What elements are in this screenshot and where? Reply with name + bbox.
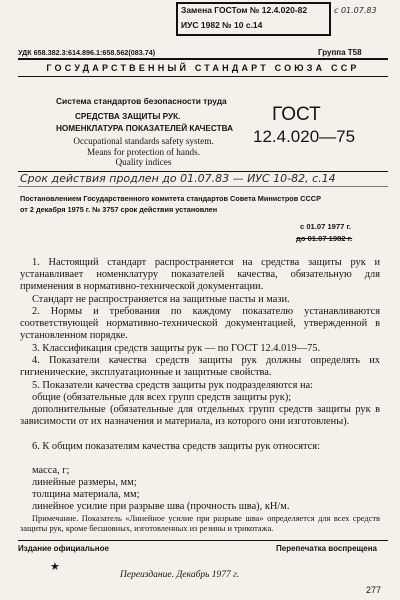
decree-line-1: Постановлением Государственного комитета стандартов Совета Министров СССР [20,194,321,203]
clause-6: 6. К общим показателям качества средств защиты рук относятся: [32,441,320,452]
clause-3: 3. Классификация средств защиты рук — по ГОСТ 12.4.019—75. [32,343,321,354]
clause-1: 1. Настоящий стандарт распространяется на средства защиты рук и устанавливает номенклатуру показателей качества, обязательную для применения в нормативно-технической документации. [20,257,380,292]
system-name: Система стандартов безопасности труда [56,96,227,106]
list-item: масса, г; [32,465,70,476]
top-rule [18,58,388,60]
banner-rule [18,76,388,77]
gost-number: 12.4.020—75 [253,127,356,146]
footer-rule [18,540,388,541]
reprint-prohibited: Перепечатка воспрещена [276,544,377,553]
list-item: линейные размеры, мм; [32,477,137,488]
title-en-line-1: Occupational standards safety system. [73,136,214,146]
list-item: толщина материала, мм; [32,489,140,500]
clause-5-general: общие (обязательные для всех групп средств защиты рук); [32,392,292,403]
list-item: линейное усилие при разрыве шва (прочность шва), кН/м. [32,501,290,512]
title-en-line-2: Means for protection of hands. [86,146,201,157]
state-standard-banner: ГОСУДАРСТВЕННЫЙ СТАНДАРТ СОЮЗА ССР [46,63,360,73]
clause-5: 5. Показатели качества средств защиты рук подразделяются на: [32,380,314,391]
valid-from: с 01.07 1977 г. [300,222,351,231]
clause-5-additional: дополнительные (обязательные для отдельных групп средств защиты рук в зависимости от их назначения и материала, из которого они изготовлены). [20,404,380,427]
valid-to: до 01.07 1982 г. [296,234,353,243]
clause-4: 4. Показатели качества средств защиты рук должны определять их гигиенические, эксплуатационные и защитные свойства. [20,355,380,378]
title-en-line-3: Quality indices [115,157,172,167]
reissue-date: Переиздание. Декабрь 1977 г. [120,570,240,580]
handwritten-underline [18,186,388,187]
clause-1-exclusion: Стандарт не распространяется на защитные пасты и мази. [32,294,290,305]
handwritten-extension-note: Срок действия продлен до 01.07.83 — ИУС 10-82, с.14 [20,172,336,185]
decree-line-2: от 2 декабря 1975 г. № 3757 срок действия установлен [20,205,218,214]
stamp-line-1: Замена ГОСТом № 12.4.020-82 [181,5,308,15]
page-number: 277 [366,585,382,595]
title-ru-line-2: НОМЕНКЛАТУРА ПОКАЗАТЕЛЕЙ КАЧЕСТВА [56,124,233,133]
general-indices-list [32,465,372,513]
note: Примечание. Показатель «Линейное усилие при разрыве шва» определяется для всех средств защиты рук, кроме бесшовных, изготовленных из резины и трикотажа. [20,514,380,533]
gost-label: ГОСТ [272,104,321,125]
clause-2: 2. Нормы и требования по каждому показателю устанавливаются соответствующей нормативно-технической документацией, утвержденной в установленном порядке. [20,306,380,341]
group-code: Группа Т58 [318,48,362,57]
udk-code: УДК 658.382.3:614.896.1:658.562(083.74) [18,48,156,57]
official-edition: Издание официальное [18,544,109,553]
stamp-line-2: ИУС 1982 № 10 с.14 [181,20,263,30]
stamp-line-3: с 01.07.83 [334,6,377,15]
title-ru-line-1: СРЕДСТВА ЗАЩИТЫ РУК. [75,112,181,121]
title-en [56,136,231,168]
star-icon: ★ [50,561,60,573]
